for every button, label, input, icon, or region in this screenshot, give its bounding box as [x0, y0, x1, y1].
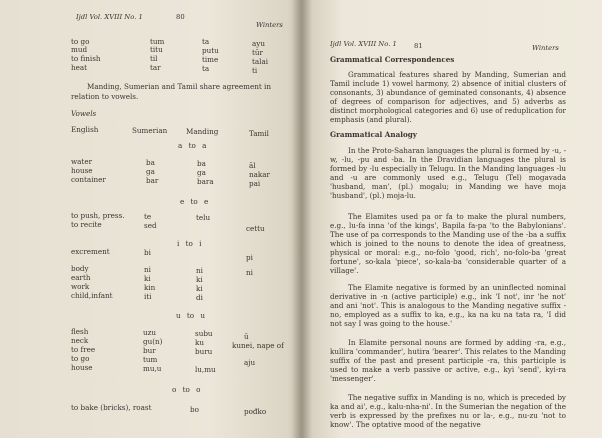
row-manding: bara [197, 177, 214, 186]
row-sumerian: ba [146, 158, 155, 167]
right-page [300, 0, 602, 438]
vowel-group-o: o to o [172, 385, 201, 394]
row-sumerian: te [144, 212, 152, 221]
row-sumerian: uzu [143, 328, 157, 337]
paragraph-elamite-plural: The Elamites used pa or fa to make the plural numbers, e.g., lu-fa inna 'of the kings', Bapila fa-pa 'to the Babylonians'. The use of pa corresponds to the Manding use of the -ba a suffix which is joined to the nouns to denote the idea of greatness, physical or moral: e.g., no-folo 'good, rich', no-folo-ba 'great fortune', so-kala 'piece', so-kala-ba 'considerable quarter of a village'. [330, 212, 566, 275]
row-english: excrement [71, 247, 110, 256]
row-manding: telu [196, 213, 211, 222]
row-english: to bake (bricks), roast [71, 403, 152, 412]
row-manding: di [196, 293, 203, 302]
row-english: water [71, 157, 93, 166]
row-english: house [71, 363, 93, 372]
row-tamil: ū [244, 332, 249, 341]
row-sumerian: gu(n) [143, 337, 163, 346]
row-sumerian: bi [144, 248, 151, 257]
word-sumerian: titu [150, 45, 163, 54]
row-sumerian: kin [144, 283, 156, 292]
row-english: to recite [71, 220, 102, 229]
word-sumerian: tar [150, 63, 161, 72]
word-english: to go [71, 37, 90, 46]
word-english: heat [71, 63, 88, 72]
paragraph-elamite-negative: The Elamite negative is formed by an uninflected nominal derivative in -n (active participle) e.g., ink 'I not', inr 'he not' and ani 'not'. This is analogous to the Manding negative suffix -no, employed as a suffix to ka, e.g., ka na ku na tata ra, 'I did not say I was going to the house.' [330, 283, 566, 328]
row-manding: ku [195, 338, 204, 347]
paragraph-plural: In the Proto-Saharan languages the plural is formed by -u, -w, -lu, -pu and -ba. In the Dravidian languages the plural is formed by -lu especially in Telugu. In the Manding languages -lu and -u are commonly used e.g., Telugu (Tel) mogavada 'husband, man', (pl.) mogalu; in Manding we have moja 'husband', (pl.) moja-lu. [330, 146, 566, 200]
row-tamil: nakar [249, 170, 270, 179]
row-english: neck [71, 336, 89, 345]
column-header-sumerian: Sumerian [132, 126, 168, 135]
row-manding: subu [195, 329, 213, 338]
word-manding: ta [202, 37, 210, 46]
word-manding: putu [202, 46, 219, 55]
row-sumerian: ni [144, 265, 151, 274]
vowel-group-e: e to e [180, 197, 209, 206]
right-page-number: 81 [414, 42, 423, 50]
row-english: to go [71, 354, 90, 363]
word-sumerian: tum [150, 37, 165, 46]
row-manding: buru [195, 347, 213, 356]
vowel-group-u: u to u [176, 311, 206, 320]
row-manding: bo [190, 405, 199, 414]
row-english: to free [71, 345, 96, 354]
row-manding: ga [197, 168, 206, 177]
row-manding: lu,mu [195, 365, 216, 374]
row-tamil: pi [246, 253, 253, 262]
row-tamil: aju [244, 358, 256, 367]
row-english: work [71, 282, 90, 291]
row-sumerian: ga [146, 167, 155, 176]
row-tamil: kunei, nape of [232, 341, 284, 350]
right-running-head: Ijdl Vol. XVIII No. 1 [330, 40, 397, 48]
row-tamil: āl [249, 161, 256, 170]
word-tamil: ayu [252, 39, 265, 48]
row-tamil: ni [246, 268, 253, 277]
row-sumerian: sed [144, 221, 157, 230]
word-manding: ta [202, 64, 210, 73]
paragraph-negative-suffix: The negative suffix in Manding is no, which is preceded by ka and ai', e.g., kalu-nha-ni'. In the Sumerian the negation of the verb is expressed by the prefixes nu or la-, e.g., nu-zu 'not to know'. The optative mood of the negative [330, 393, 566, 429]
paragraph-correspondences: Grammatical features shared by Manding, Sumerian and Tamil include 1) vowel harmony, 2) absence of initial clusters of consonants, 3) abundance of geminated consonants, 4) absence of degrees of comparison for adjectives, and 5) adverbs as distinct morphological categories and 6) use of reduplication for emphasis (and plural). [330, 70, 566, 124]
word-tamil: talai [252, 57, 269, 66]
row-manding: ni [196, 266, 203, 275]
left-page [0, 0, 300, 438]
word-tamil: ti [252, 66, 258, 75]
row-manding: ki [196, 284, 203, 293]
row-tamil: pođko [244, 407, 267, 416]
row-english: flesh [71, 327, 89, 336]
right-author: Winters [532, 44, 559, 52]
row-sumerian: tum [143, 355, 158, 364]
row-english: to push, press. [71, 211, 125, 220]
row-sumerian: mu,u [143, 364, 162, 373]
left-page-number: 80 [176, 13, 185, 21]
column-header-manding: Manding [186, 127, 219, 136]
row-sumerian: bar [146, 176, 159, 185]
row-tamil: pai [249, 179, 261, 188]
book-gutter-shadow [292, 0, 312, 438]
row-sumerian: iti [144, 292, 152, 301]
row-english: child,infant [71, 291, 113, 300]
row-manding: ki [196, 275, 203, 284]
paragraph-personal-nouns: In Elamite personal nouns are formed by adding -ra, e.g., kullira 'commander', hutira 'bearer'. This relates to the Manding suffix of the past and present participle -ra, this participle is used to make a verb passive or active, e.g., kyi 'send', kyi-ra 'messenger'. [330, 338, 566, 383]
row-manding: ba [197, 159, 206, 168]
row-tamil: cettu [246, 224, 265, 233]
word-sumerian: til [150, 54, 158, 63]
row-english: house [71, 166, 93, 175]
word-english: to finish [71, 54, 101, 63]
row-sumerian: ki [144, 274, 151, 283]
column-header-english: English [71, 125, 99, 134]
word-english: mud [71, 45, 88, 54]
left-running-head: Ijdl Vol. XVIII No. 1 [76, 13, 143, 21]
column-header-tamil: Tamil [249, 129, 269, 138]
row-english: container [71, 175, 106, 184]
left-author: Winters [256, 21, 283, 29]
vowel-group-a: a to a [178, 141, 207, 150]
row-sumerian: bur [143, 346, 156, 355]
heading-grammatical-analogy: Grammatical Analogy [330, 130, 417, 139]
row-english: body [71, 264, 89, 273]
word-tamil: tūr [252, 48, 263, 57]
heading-grammatical-correspondences: Grammatical Correspondences [330, 55, 455, 64]
vowel-intro-paragraph: Manding, Sumerian and Tamil share agreement in relation to vowels. [71, 82, 271, 101]
vowel-group-i: i to i [177, 239, 202, 248]
row-english: earth [71, 273, 91, 282]
word-manding: time [202, 55, 219, 64]
vowels-heading: Vowels [71, 109, 97, 118]
